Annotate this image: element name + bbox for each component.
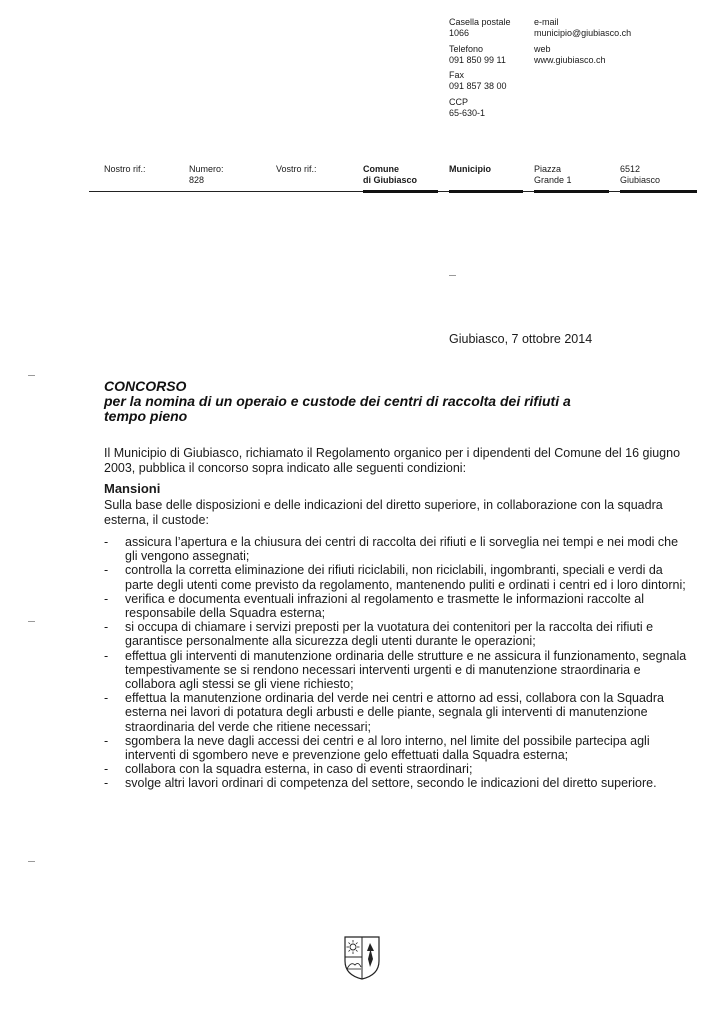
fold-mark-top — [28, 375, 35, 376]
intro-paragraph: Il Municipio di Giubiasco, richiamato il Regolamento organico per i dipendenti del Comune del 16 giugno 2003, pubblica il concorso sopra indicato alle seguenti condizioni: — [104, 446, 681, 475]
email-block — [534, 17, 631, 39]
comune-line1: Comune — [363, 164, 399, 174]
phone-value: 091 850 99 11 — [449, 55, 506, 65]
web-value[interactable]: www.giubiasco.ch — [534, 55, 606, 65]
email-value[interactable]: municipio@giubiasco.ch — [534, 28, 632, 38]
vostro-rif-label: Vostro rif.: — [276, 164, 317, 174]
list-item: - controlla la corretta eliminazione dei rifiuti riciclabili, non riciclabili, ingombranti, speciali e verdi da parte degli utenti come previsto da regolamento, mantenendo puliti e ordinati i centri ed i loro dintorni; — [104, 563, 694, 591]
vostro-rif — [276, 164, 317, 175]
address-street — [534, 164, 572, 186]
section-intro: Sulla base delle disposizioni e delle indicazioni del diretto superiore, in collaborazione con la squadra esterna, il custode: — [104, 498, 663, 527]
web-block — [534, 44, 606, 66]
postbox-value: 1066 — [449, 28, 470, 38]
web-label: web — [534, 44, 551, 54]
document-title — [104, 379, 684, 424]
fold-mark-bottom — [28, 861, 35, 862]
comune — [363, 164, 417, 186]
zip-code: 6512 — [620, 164, 641, 174]
street-line1: Piazza — [534, 164, 562, 174]
ccp-label: CCP — [449, 97, 469, 107]
coat-of-arms-icon — [343, 935, 381, 981]
phone-label: Telefono — [449, 44, 484, 54]
numero-label: Numero: — [189, 164, 224, 174]
letter-date: Giubiasco, 7 ottobre 2014 — [449, 332, 593, 346]
numero-value: 828 — [189, 175, 205, 185]
email-label: e-mail — [534, 17, 559, 27]
list-item: - assicura l’apertura e la chiusura dei centri di raccolta dei rifiuti e li sorveglia nei tempi e nei modi che gli vengono assegnati; — [104, 535, 694, 563]
comune-line2: di Giubiasco — [363, 175, 418, 185]
window-mark — [449, 275, 456, 276]
postbox-block — [449, 17, 511, 39]
street-line2: Grande 1 — [534, 175, 572, 185]
list-item: - effettua gli interventi di manutenzione ordinaria delle strutture e ne assicura il funzionamento, segnala tempestivamente se si rendono necessari interventi urgenti e di manutenzione straordinaria e collabora agli stessi se gli viene richiesto; — [104, 649, 694, 692]
address-city-rule — [620, 190, 697, 193]
nostro-rif-label: Nostro rif.: — [104, 164, 146, 174]
list-item: - svolge altri lavori ordinari di competenza del settore, secondo le indicazioni del diretto superiore. — [104, 776, 694, 790]
comune-rule — [363, 190, 438, 193]
duties-list — [104, 535, 694, 791]
numero — [189, 164, 224, 186]
ccp-value: 65-630-1 — [449, 108, 486, 118]
city-name: Giubiasco — [620, 175, 661, 185]
municipio-label: Municipio — [449, 164, 491, 174]
municipio-rule — [449, 190, 523, 193]
fax-label: Fax — [449, 70, 465, 80]
nostro-rif — [104, 164, 146, 175]
list-item: - verifica e documenta eventuali infrazioni al regolamento e trasmette le informazioni raccolte al responsabile della Squadra esterna; — [104, 592, 694, 620]
fold-mark-middle — [28, 621, 35, 622]
title-line1: CONCORSO — [104, 378, 187, 394]
fax-value: 091 857 38 00 — [449, 81, 507, 91]
fax-block — [449, 70, 507, 92]
postbox-label: Casella postale — [449, 17, 511, 27]
ccp-block — [449, 97, 485, 119]
list-item: - sgombera la neve dagli accessi dei centri e al loro interno, nel limite del possibile partecipa agli interventi di sgombero neve e prevenzione gelo effettuati dalla Squadra esterna; — [104, 734, 694, 762]
list-item: - collabora con la squadra esterna, in caso di eventi straordinari; — [104, 762, 694, 776]
address-city — [620, 164, 660, 186]
section-heading: Mansioni — [104, 481, 161, 496]
municipio — [449, 164, 491, 175]
title-line3: tempo pieno — [104, 408, 188, 424]
phone-block — [449, 44, 506, 66]
list-item: - effettua la manutenzione ordinaria del verde nei centri e attorno ad essi, collabora con la Squadra esterna nei lavori di potatura degli arbusti e delle piante, segnala gli interventi di manutenzione straordinaria del verde che ritiene necessari; — [104, 691, 694, 734]
list-item: - si occupa di chiamare i servizi preposti per la vuotatura dei contenitori per la raccolta dei rifiuti e garantisce personalmente alla sicurezza degli utenti durante le operazioni; — [104, 620, 694, 648]
address-street-rule — [534, 190, 609, 193]
title-line2: per la nomina di un operaio e custode dei centri di raccolta dei rifiuti a — [104, 393, 571, 409]
